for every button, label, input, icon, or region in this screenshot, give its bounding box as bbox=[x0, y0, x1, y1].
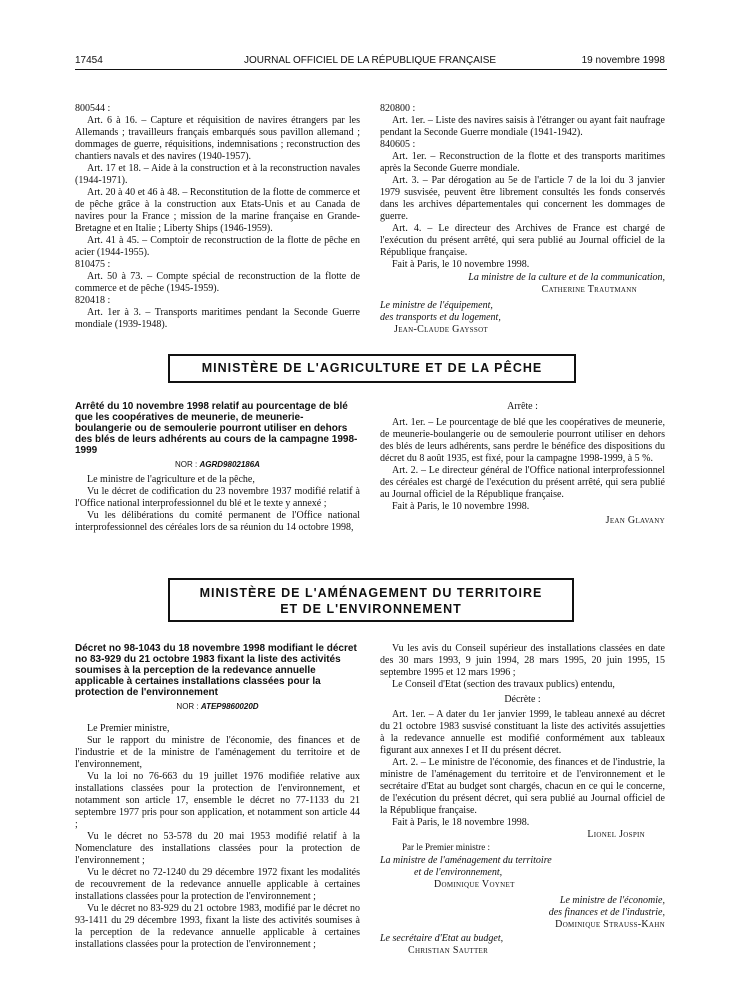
signatory-title: Le ministre de l'économie, bbox=[559, 895, 665, 906]
article-entry: Art. 1er à 3. – Transports maritimes pendant la Seconde Guerre mondiale (1939-1948). bbox=[75, 307, 360, 330]
decrete-heading: Décrète : bbox=[504, 694, 541, 705]
decree-title: Décret no 98-1043 du 18 novembre 1998 modifiant le décret no 83-929 du 21 octobre 1983 fixant la liste des activités soumises à la perception de la redevance annuelle applicable à certaines installations classées pour la protection de l'environnement bbox=[75, 643, 357, 698]
paragraph: Le Conseil d'Etat (section des travaux publics) entendu, bbox=[392, 679, 615, 690]
paragraph: Le ministre de l'agriculture et de la pêche, bbox=[87, 474, 255, 485]
signatory-title: des transports et du logement, bbox=[380, 312, 501, 323]
paragraph: Art. 1er. – A dater du 1er janvier 1999, le tableau annexé au décret du 21 octobre 1983 susvisé constituant la liste des activités assujetties à la redevance annuelle est modifié conformément aux tableaux figurant aux annexes I et II du présent décret. bbox=[380, 709, 665, 756]
issue-date: 19 novembre 1998 bbox=[581, 55, 665, 66]
article-entry: Art. 50 à 73. – Compte spécial de reconstruction de la flotte de commerce et de pêche (1945-1959). bbox=[75, 271, 360, 294]
article-entry: Fait à Paris, le 10 novembre 1998. bbox=[392, 259, 530, 270]
article-entry: Art. 3. – Par dérogation au 5e de l'article 7 de la loi du 3 janvier 1979 susvisée, peuvent être librement consultés les fonds conservés dans les archives départementales qui concernent les dommages de guerre. bbox=[380, 175, 665, 222]
signatory-title: La ministre de l'aménagement du territoire bbox=[380, 855, 552, 866]
nor-reference: NOR : AGRD9802186A bbox=[175, 460, 260, 469]
nor-reference: NOR : ATEP9860020D bbox=[176, 702, 259, 711]
article-entry: Art. 1er. – Reconstruction de la flotte et des transports maritimes après la Seconde Guerre mondiale. bbox=[380, 151, 665, 174]
signatory-title: des finances et de l'industrie, bbox=[548, 907, 665, 918]
article-entry: Art. 17 et 18. – Aide à la construction et à la reconstruction navales (1944-1971). bbox=[75, 163, 360, 186]
article-entry: Art. 41 à 45. – Comptoir de reconstruction de la flotte de pêche en acier (1944-1955). bbox=[75, 235, 360, 258]
signatory-name: Dominique Strauss-Kahn bbox=[555, 919, 665, 930]
paragraph: Vu le décret de codification du 23 novembre 1937 modifié relatif à l'Office national interprofessionnel du blé et le texte y annexé ; bbox=[75, 486, 360, 509]
paragraph: Vu le décret no 83-929 du 21 octobre 1983, modifié par le décret no 93-1411 du 29 décembre 1993, fixant la liste des activités soumises à la perception de la redevance annuelle applicable à certaines installations classées pour la protection de l'environnement ; bbox=[75, 903, 360, 950]
signatory-name: Christian Sautter bbox=[408, 945, 489, 956]
signatory-title: La ministre de la culture et de la communication, bbox=[468, 272, 665, 283]
signatory-title: Le ministre de l'équipement, bbox=[380, 300, 493, 311]
archives-list-left bbox=[75, 103, 360, 331]
signatory-title: et de l'environnement, bbox=[414, 867, 503, 878]
signatory-name: Lionel Jospin bbox=[587, 829, 645, 840]
header-rule bbox=[75, 69, 667, 70]
article-entry: Art. 20 à 40 et 46 à 48. – Reconstitution de la flotte de commerce et de pêche grâce à la construction aux Etats-Unis et au Canada de navires pour la France ; mission de la marine française en Grande-Bretagne et en Italie ; Liberty Ships (1946-1959). bbox=[75, 187, 360, 234]
par-premier-ministre: Par le Premier ministre : bbox=[402, 842, 490, 852]
paragraph: Vu la loi no 76-663 du 19 juillet 1976 modifiée relative aux installations classées pour la protection de l'environnement, et notamment son article 17, ensemble le décret no 77-1133 du 21 septembre 1977 pris pour son application, et notamment son article 44 ; bbox=[75, 771, 360, 830]
ministry-banner: MINISTÈRE DE L'AMÉNAGEMENT DU TERRITOIRE ET DE L'ENVIRONNEMENT bbox=[168, 578, 574, 622]
paragraph: Vu les délibérations du comité permanent de l'Office national interprofessionnel des céréales lors de sa réunion du 14 octobre 1998, bbox=[75, 510, 360, 533]
decret-right-column bbox=[380, 643, 665, 957]
page-number: 17454 bbox=[75, 55, 103, 66]
article-entry: Art. 4. – Le directeur des Archives de France est chargé de l'exécution du présent arrêté, qui sera publié au Journal officiel de la République française. bbox=[380, 223, 665, 258]
archive-code: 820800 : bbox=[380, 103, 416, 114]
paragraph: Art. 1er. – Le pourcentage de blé que les coopératives de meunerie, de meunerie-boulangerie ou de semoulerie pourront utiliser en dehors des blés de leurs adhérents, sans perdre le bénéfice des dispositions du décret du 8 août 1935, est fixé, pour la campagne 1998-1999, à 5 %. bbox=[380, 417, 665, 464]
article-entry: Art. 1er. – Liste des navires saisis à l'étranger ou ayant fait naufrage pendant la Seconde Guerre mondiale (1941-1942). bbox=[380, 115, 665, 138]
paragraph: Fait à Paris, le 10 novembre 1998. bbox=[392, 501, 530, 512]
signatory-title: Le secrétaire d'Etat au budget, bbox=[380, 933, 504, 944]
signatory-name: Jean-Claude Gayssot bbox=[394, 324, 489, 335]
archive-code: 820418 : bbox=[75, 295, 111, 306]
archive-code: 800544 : bbox=[75, 103, 111, 114]
article-entry: Art. 6 à 16. – Capture et réquisition de navires étrangers par les Allemands ; travailleurs français embarqués sous pavillon allemand ; dommages de guerre, réquisitions, indemnisations ; reconstruction des chantiers navals et des navires (1940-1957). bbox=[75, 115, 360, 162]
archive-code: 810475 : bbox=[75, 259, 111, 270]
signatory-name: Catherine Trautmann bbox=[541, 284, 637, 295]
decret-left-column bbox=[75, 643, 360, 951]
paragraph: Art. 2. – Le ministre de l'économie, des finances et de l'industrie, la ministre de l'aménagement du territoire et de l'environnement et le secrétaire d'Etat au budget sont chargés, chacun en ce qui le concerne, de l'exécution du présent décret, qui sera publié au Journal officiel de la République française. bbox=[380, 757, 665, 816]
arrete-left-column bbox=[75, 401, 360, 534]
paragraph: Le Premier ministre, bbox=[87, 723, 170, 734]
paragraph: Art. 2. – Le directeur général de l'Office national interprofessionnel des céréales est chargé de l'exécution du présent arrêté, qui sera publié au Journal officiel de la République française. bbox=[380, 465, 665, 500]
page-header bbox=[75, 55, 665, 69]
signatory-name: Jean Glavany bbox=[605, 515, 665, 526]
arrete-heading: Arrête : bbox=[507, 401, 538, 412]
paragraph: Sur le rapport du ministre de l'économie, des finances et de l'industrie et de la ministre de l'aménagement du territoire et de l'environnement, bbox=[75, 735, 360, 770]
archives-list-right bbox=[380, 103, 665, 336]
journal-title: JOURNAL OFFICIEL DE LA RÉPUBLIQUE FRANÇAISE bbox=[243, 55, 497, 66]
arrete-right-column bbox=[380, 401, 665, 527]
archive-code: 840605 : bbox=[380, 139, 416, 150]
paragraph: Fait à Paris, le 18 novembre 1998. bbox=[392, 817, 530, 828]
ministry-banner: MINISTÈRE DE L'AGRICULTURE ET DE LA PÊCHE bbox=[168, 354, 576, 383]
paragraph: Vu le décret no 72-1240 du 29 décembre 1972 fixant les modalités de recouvrement de la redevance annuelle applicable à certaines installations classées pour la protection de l'environnement ; bbox=[75, 867, 360, 902]
decree-title: Arrêté du 10 novembre 1998 relatif au pourcentage de blé que les coopératives de meunerie, de meunerie-boulangerie ou de semoulerie pourront utiliser en dehors des blés de leurs adhérents au cours de la campagne 1998-1999 bbox=[75, 401, 358, 456]
signatory-name: Dominique Voynet bbox=[434, 879, 515, 890]
paragraph: Vu les avis du Conseil supérieur des installations classées en date des 30 mars 1993, 9 juin 1994, 28 mars 1995, 20 juin 1995, 15 septembre 1995 et 12 mars 1996 ; bbox=[380, 643, 665, 678]
paragraph: Vu le décret no 53-578 du 20 mai 1953 modifié relatif à la Nomenclature des installations classées pour la protection de l'environnement ; bbox=[75, 831, 360, 866]
